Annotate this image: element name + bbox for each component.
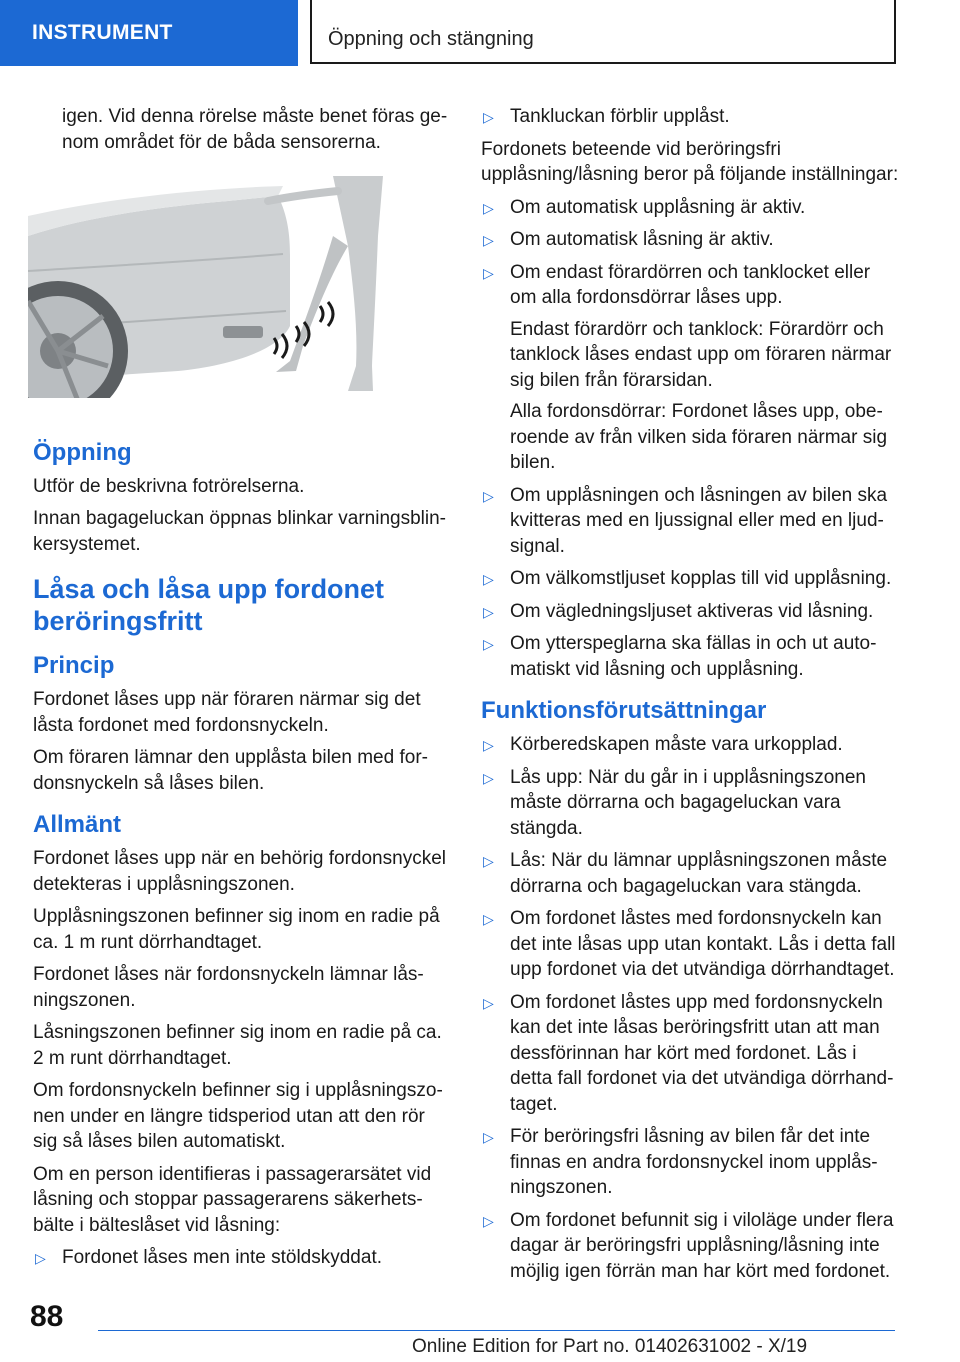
triangle-right-icon: ▷ xyxy=(483,603,494,620)
paragraph: Om fordonsnyckeln befinner sig i upplåsningszo-nen under en längre tidsperiod utan att den rör sig så låses bilen automatiskt. xyxy=(33,1080,443,1152)
list-item: ▷ Om endast förardörren och tanklocket eller om alla fordonsdörrar låses upp. Endast förardörr och tanklock: Förardörr och tanklock låses endast upp om föraren närmar sig bilen från förarsidan. Alla fordonsdörrar: Fordonet låses upp, obe-roende av från vilken sida föraren närmar sig bilen. xyxy=(481,260,901,476)
list-item: ▷ Körberedskapen måste vara urkopplad. xyxy=(481,732,901,758)
list-item: ▷ Om fordonet befunnit sig i viloläge under flera dagar är beröringsfri upplåsning/låsning inte möjlig igen förrän man har kört med fordonet. xyxy=(483,1209,894,1282)
list-item: ▷ Fordonet låses men inte stöldskyddat. xyxy=(33,1245,453,1271)
paragraph: Innan bagageluckan öppnas blinkar varningsblin-kersystemet. xyxy=(33,508,447,555)
list-item: ▷ Om automatisk upplåsning är aktiv. xyxy=(481,195,901,221)
requirements-list xyxy=(481,732,901,1284)
triangle-right-icon: ▷ xyxy=(483,232,494,248)
triangle-right-icon: ▷ xyxy=(483,1129,494,1145)
paragraph: Upplåsningszonen befinner sig inom en radie på ca. 1 m runt dörrhandtaget. xyxy=(33,906,440,953)
paragraph: Låsningszonen befinner sig inom en radie på ca. 2 m runt dörrhandtaget. xyxy=(33,1022,442,1069)
bullet-list xyxy=(33,1245,453,1271)
triangle-right-icon: ▷ xyxy=(483,853,494,869)
triangle-right-icon: ▷ xyxy=(483,994,494,1011)
triangle-right-icon: ▷ xyxy=(483,264,494,281)
triangle-right-icon: ▷ xyxy=(483,571,494,587)
triangle-right-icon: ▷ xyxy=(483,109,494,125)
triangle-right-icon: ▷ xyxy=(483,911,494,927)
paragraph: Om föraren lämnar den upplåsta bilen med for-donsnyckeln så låses bilen. xyxy=(33,747,428,794)
list-item: ▷ Tankluckan förblir upplåst. xyxy=(481,104,901,130)
triangle-right-icon: ▷ xyxy=(35,1250,46,1266)
triangle-right-icon: ▷ xyxy=(483,487,494,504)
heading-allmant: Allmänt xyxy=(33,811,122,838)
intro-paragraph: igen. Vid denna rörelse måste benet föras ge-nom området för de båda sensorerna. xyxy=(62,106,448,153)
sub-paragraph: Endast förardörr och tanklock: Förardörr och tanklock låses endast upp om föraren närmar sig bilen från förarsidan. xyxy=(510,318,892,391)
bullet-list xyxy=(481,104,901,130)
list-item: ▷ Om automatisk låsning är aktiv. xyxy=(481,227,901,253)
section-tab: INSTRUMENT xyxy=(0,0,298,66)
triangle-right-icon: ▷ xyxy=(483,636,494,652)
triangle-right-icon: ▷ xyxy=(483,769,494,786)
heading-lasa-beroringsfritt: Låsa och låsa upp fordonet beröringsfritt xyxy=(33,574,385,636)
car-foot-sensor-illustration xyxy=(28,176,384,398)
list-item: ▷ Om vägledningsljuset aktiveras vid låsning. xyxy=(481,599,901,625)
paragraph: Om en person identifieras i passagerarsätet vid låsning och stoppar passagerarens säkerhets-bälte i bälteslåset vid låsning: xyxy=(33,1163,432,1236)
list-item: ▷ Om fordonet låstes upp med fordonsnyckeln kan det inte låsas beröringsfritt utan att man dessförinnan har kört med fordonet. Lås i detta fall fordonet via det utvändiga dörrhand-taget. xyxy=(483,991,894,1115)
list-item: ▷ Lås: När du lämnar upplåsningszonen måste dörrarna och bagageluckan vara stängda. xyxy=(483,850,888,897)
heading-oppning: Öppning xyxy=(33,438,132,466)
page-header xyxy=(0,0,960,66)
settings-list xyxy=(481,195,901,683)
list-item: ▷ Om fordonet låstes med fordonsnyckeln kan det inte låsas upp utan kontakt. Lås i detta fall upp fordonet via det utvändiga dörrhandtaget. xyxy=(483,908,896,980)
page-number: 88 xyxy=(30,1300,64,1333)
triangle-right-icon: ▷ xyxy=(483,1212,494,1229)
left-column xyxy=(33,104,453,1278)
paragraph: Fordonet låses när fordonsnyckeln lämnar lås-ningszonen. xyxy=(33,964,424,1011)
list-item: ▷ För beröringsfri låsning av bilen får det inte finnas en andra fordonsnyckel inom upplås-ningszonen. xyxy=(483,1126,878,1198)
footer-edition: Online Edition for Part no. 01402631002 - X/19 xyxy=(412,1336,808,1357)
paragraph: Fordonet låses upp när en behörig fordonsnyckel detekteras i upplåsningszonen. xyxy=(33,848,446,895)
heading-funktionsforutsattningar: Funktionsförutsättningar xyxy=(481,697,767,724)
paragraph: Utför de beskrivna fotrörelserna. xyxy=(33,475,305,497)
list-item: ▷ Om upplåsningen och låsningen av bilen ska kvitteras med en ljussignal eller med en ljud-signal. xyxy=(483,484,888,557)
list-item: ▷ Lås upp: När du går in i upplåsningszonen måste dörrarna och bagageluckan vara stängda. xyxy=(483,766,866,839)
right-column xyxy=(481,104,901,1291)
paragraph: Fordonets beteende vid beröringsfri upplåsning/låsning beror på följande inställningar: xyxy=(481,138,899,185)
list-item: ▷ Om välkomstljuset kopplas till vid upplåsning. xyxy=(481,566,901,592)
heading-princip: Princip xyxy=(33,652,115,679)
chapter-title: Öppning och stängning xyxy=(310,0,896,64)
sub-paragraph: Alla fordonsdörrar: Fordonet låses upp, obe-roende av från vilken sida föraren närmar sig bilen. xyxy=(510,401,888,473)
footer-divider xyxy=(98,1330,895,1331)
list-item: ▷ Om ytterspeglarna ska fällas in och ut auto-matiskt vid låsning och upplåsning. xyxy=(483,633,877,680)
triangle-right-icon: ▷ xyxy=(483,737,494,753)
paragraph: Fordonet låses upp när föraren närmar sig det låsta fordonet med fordonsnyckeln. xyxy=(33,689,421,736)
triangle-right-icon: ▷ xyxy=(483,199,494,216)
